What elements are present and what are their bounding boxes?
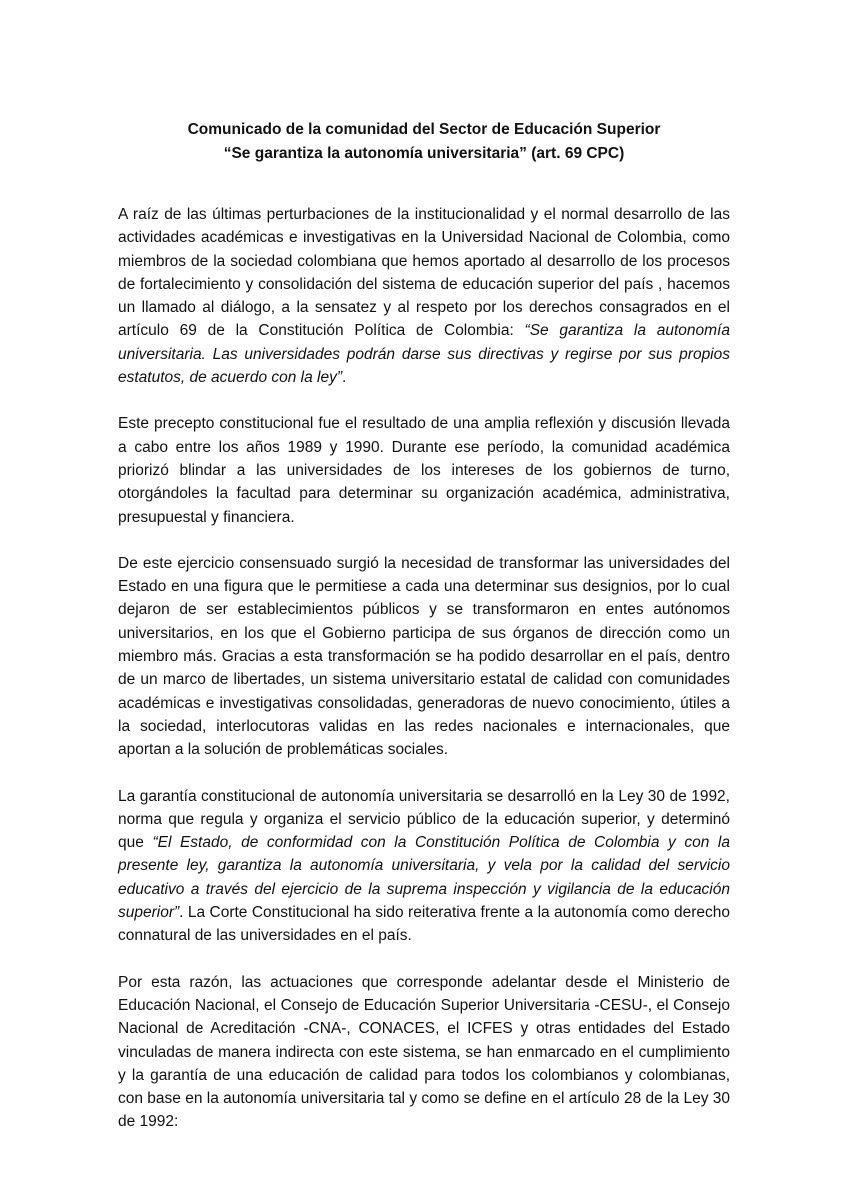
paragraph-4-quote: “El Estado, de conformidad con la Constitución Política de Colombia y con la presente ley, garantiza la autonomía universitaria, y vela por la calidad del servicio educativo a través del ejercicio de la suprema inspección y vigilancia de la educación superior”: [118, 834, 730, 922]
paragraph-4-end: . La Corte Constitucional ha sido reiterativa frente a la autonomía como derecho connatural de las universidades en el país.: [118, 904, 730, 945]
paragraph-4-text: La garantía constitucional de autonomía universitaria se desarrolló en la Ley 30 de 1992, norma que regula y organiza el servicio público de la educación superior, y determinó que: [118, 787, 730, 852]
paragraph-1-quote: “Se garantiza la autonomía universitaria. Las universidades podrán darse sus directivas y regirse por sus propios estatutos, de acuerdo con la ley”: [118, 322, 730, 387]
paragraph-1: [118, 203, 730, 389]
title-line-2: “Se garantiza la autonomía universitaria” (art. 69 CPC): [223, 145, 625, 162]
document-title: [118, 118, 730, 166]
document-body: [118, 203, 730, 1157]
paragraph-4: [118, 785, 730, 948]
title-line-1: Comunicado de la comunidad del Sector de Educación Superior: [187, 121, 661, 138]
paragraph-5-text: Por esta razón, las actuaciones que corresponde adelantar desde el Ministerio de Educación Nacional, el Consejo de Educación Superior Universitaria -CESU-, el Consejo Nacional de Acreditación -CNA-, CONACES, el ICFES y otras entidades del Estado vinculadas de manera indirecta con este sistema, se han enmarcado en el cumplimiento y la garantía de una educación de calidad para todos los colombianos y colombianas, con base en la autonomía universitaria tal y como se define en el artículo 28 de la Ley 30 de 1992:: [118, 973, 730, 1131]
paragraph-3-text: De este ejercicio consensuado surgió la necesidad de transformar las universidades del Estado en una figura que le permitiese a cada una determinar sus designios, por lo cual dejaron de ser establecimientos públicos y se transformaron en entes autónomos universitarios, en los que el Gobierno participa de sus órganos de dirección como un miembro más. Gracias a esta transformación se ha podido desarrollar en el país, dentro de un marco de libertades, un sistema universitario estatal de calidad con comunidades académicas e investigativas consolidadas, generadoras de nuevo conocimiento, útiles a la sociedad, interlocutoras validas en las redes nacionales e internacionales, que aportan a la solución de problemáticas sociales.: [118, 554, 730, 759]
paragraph-1-text: A raíz de las últimas perturbaciones de la institucionalidad y el normal desarrollo de las actividades académicas e investigativas en la Universidad Nacional de Colombia, como miembros de la sociedad colombiana que hemos aportado al desarrollo de los procesos de fortalecimiento y consolidación del sistema de educación superior del país , hacemos un llamado al diálogo, a la sensatez y al respeto por los derechos consagrados en el artículo 69 de la Constitución Política de Colombia:: [118, 206, 730, 340]
paragraph-5: [118, 971, 730, 1134]
paragraph-2: [118, 412, 730, 528]
paragraph-1-end: .: [342, 369, 347, 387]
paragraph-3: [118, 552, 730, 762]
paragraph-2-text: Este precepto constitucional fue el resultado de una amplia reflexión y discusión llevada a cabo entre los años 1989 y 1990. Durante ese período, la comunidad académica priorizó blindar a las universidades de los intereses de los gobiernos de turno, otorgándoles la facultad para determinar su organización académica, administrativa, presupuestal y financiera.: [118, 415, 730, 526]
